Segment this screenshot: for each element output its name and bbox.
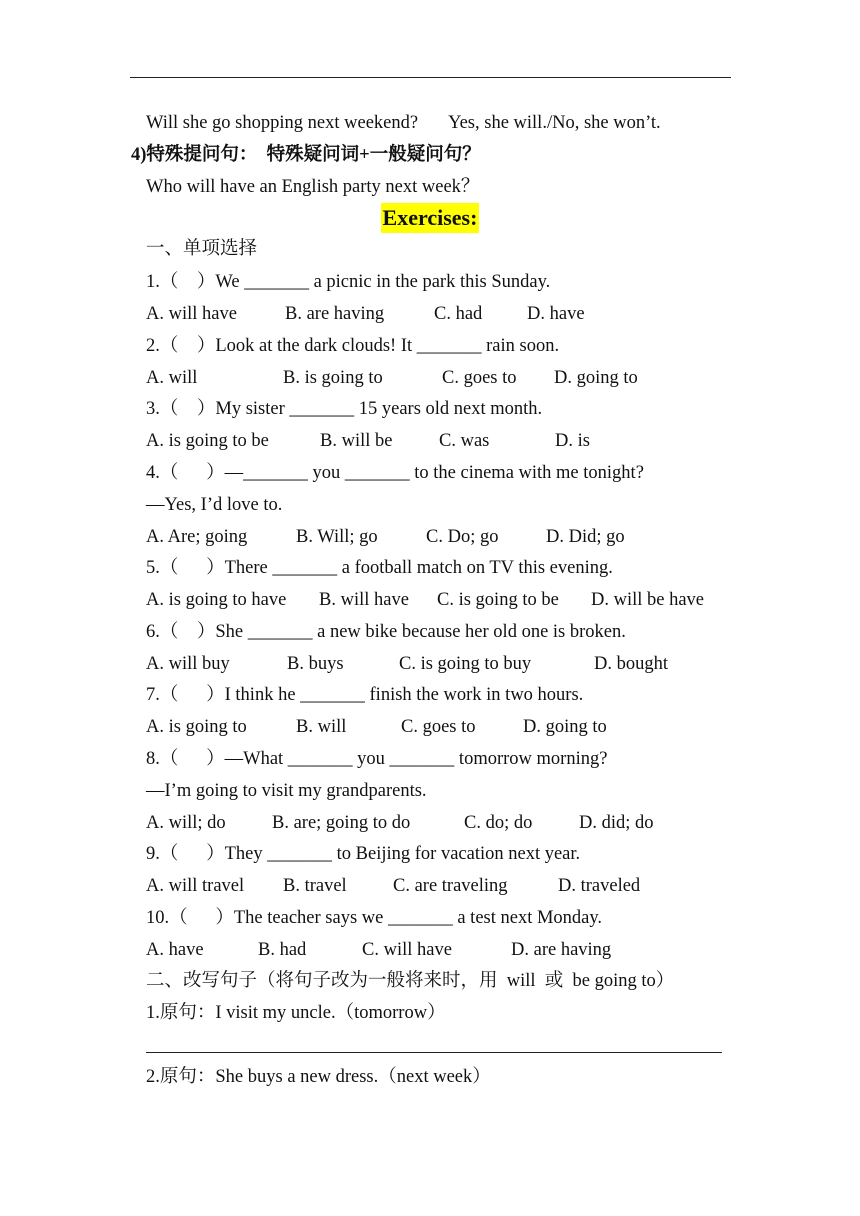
option-a: A. have xyxy=(146,940,204,960)
option-c: C. had xyxy=(434,304,483,324)
rewrite-item-1: 1.原句：I visit my uncle.（tomorrow） xyxy=(146,1003,446,1023)
option-c: C. are traveling xyxy=(393,876,508,896)
header-rule xyxy=(130,77,731,78)
option-b: B. had xyxy=(258,940,307,960)
question-1-stem: 1.（ ）We _______ a picnic in the park this Sunday. xyxy=(146,272,551,292)
option-a: A. will; do xyxy=(146,813,226,833)
option-d: D. have xyxy=(527,304,585,324)
option-d: D. Did; go xyxy=(546,527,625,547)
option-b: B. will be xyxy=(320,431,393,451)
option-c: C. was xyxy=(439,431,490,451)
option-c: C. do; do xyxy=(464,813,533,833)
option-a: A. will travel xyxy=(146,876,245,896)
option-d: D. going to xyxy=(554,368,638,388)
option-d: D. is xyxy=(555,431,590,451)
question-5-stem: 5.（ ）There _______ a football match on TV this evening. xyxy=(146,558,613,578)
special-example: Who will have an English party next week？ xyxy=(146,177,480,197)
example-question: Will she go shopping next weekend? xyxy=(146,113,419,133)
option-b: B. are having xyxy=(285,304,385,324)
option-c: C. Do; go xyxy=(426,527,499,547)
option-d: D. did; do xyxy=(579,813,654,833)
option-a: A. Are; going xyxy=(146,527,248,547)
option-a: A. is going to be xyxy=(146,431,269,451)
option-d: D. going to xyxy=(523,717,607,737)
option-c: C. is going to buy xyxy=(399,654,532,674)
option-b: B. travel xyxy=(283,876,347,896)
answer-line xyxy=(146,1052,722,1053)
example-line xyxy=(146,112,661,134)
question-7-stem: 7.（ ）I think he _______ finish the work in two hours. xyxy=(146,685,584,705)
option-b: B. buys xyxy=(287,654,344,674)
option-d: D. will be have xyxy=(591,590,705,610)
option-b: B. Will; go xyxy=(296,527,378,547)
rewrite-item-2: 2.原句：She buys a new dress.（next week） xyxy=(146,1067,491,1087)
option-b: B. will xyxy=(296,717,347,737)
option-c: C. goes to xyxy=(442,368,517,388)
option-a: A. will have xyxy=(146,304,237,324)
option-b: B. will have xyxy=(319,590,409,610)
question-6-stem: 6.（ ）She _______ a new bike because her old one is broken. xyxy=(146,622,626,642)
question-8-stem: 8.（ ）—What _______ you _______ tomorrow morning? xyxy=(146,749,608,769)
option-d: D. traveled xyxy=(558,876,641,896)
question-8-reply: —I’m going to visit my grandparents. xyxy=(146,781,427,801)
option-a: A. is going to xyxy=(146,717,247,737)
option-a: A. will buy xyxy=(146,654,230,674)
option-d: D. are having xyxy=(511,940,612,960)
question-3-stem: 3.（ ）My sister _______ 15 years old next month. xyxy=(146,399,543,419)
example-answer: Yes, she will./No, she won’t. xyxy=(448,113,661,133)
option-a: A. will xyxy=(146,368,198,388)
question-4-stem: 4.（ ）—_______ you _______ to the cinema with me tonight? xyxy=(146,463,644,483)
option-c: C. will have xyxy=(362,940,452,960)
rule-title: 4)特殊提问句： 特殊疑问词+一般疑问句？ xyxy=(131,145,481,165)
option-a: A. is going to have xyxy=(146,590,287,610)
section2-title: 二、改写句子（将句子改为一般将来时，用 will 或 be going to） xyxy=(146,971,675,991)
option-c: C. is going to be xyxy=(437,590,559,610)
question-4-reply: —Yes, I’d love to. xyxy=(146,495,283,515)
option-b: B. are; going to do xyxy=(272,813,411,833)
option-c: C. goes to xyxy=(401,717,476,737)
option-d: D. bought xyxy=(594,654,668,674)
question-9-stem: 9.（ ）They _______ to Beijing for vacation next year. xyxy=(146,844,581,864)
exercises-heading: Exercises: xyxy=(0,203,860,233)
question-10-stem: 10.（ ）The teacher says we _______ a test next Monday. xyxy=(146,908,603,928)
question-2-stem: 2.（ ）Look at the dark clouds! It _______ rain soon. xyxy=(146,336,560,356)
section1-title: 一、单项选择 xyxy=(146,239,258,259)
option-b: B. is going to xyxy=(283,368,383,388)
